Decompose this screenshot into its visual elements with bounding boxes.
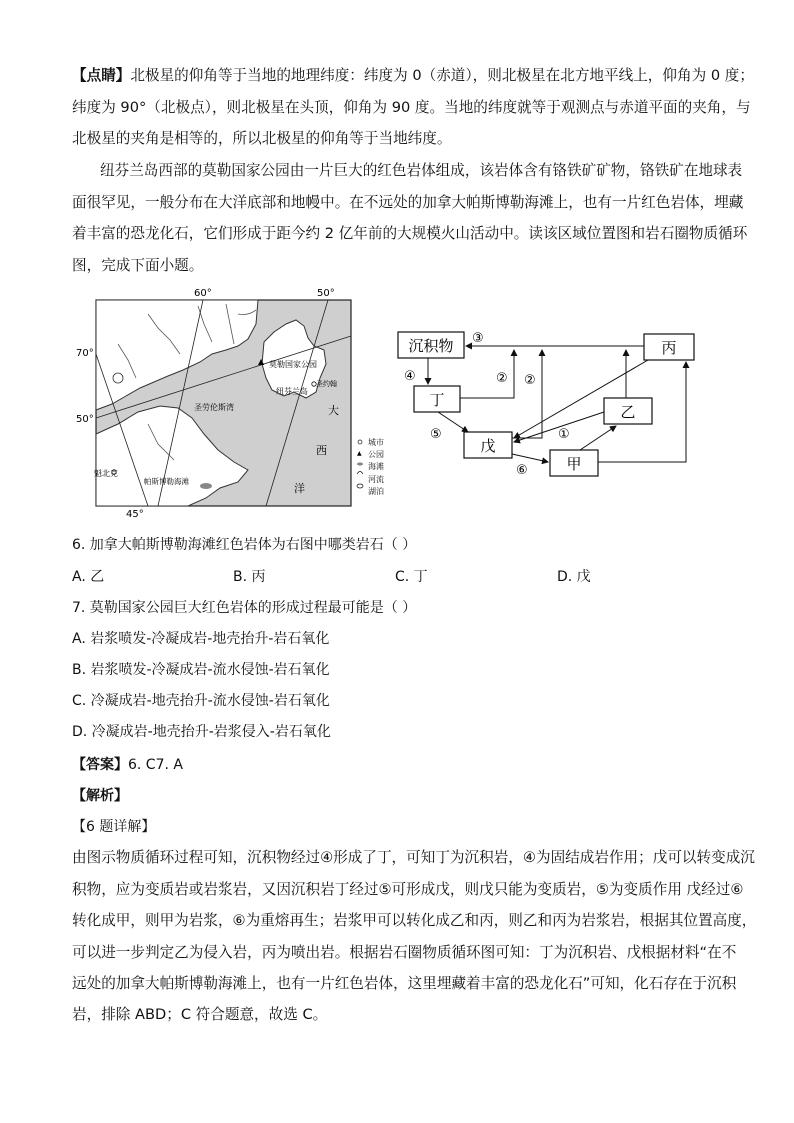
analysis-line-3: 转化成甲，则甲为岩浆，⑥为重熔再生；岩浆甲可以转化成乙和丙，则乙和丙为岩浆岩，根据其位置高度， (72, 912, 757, 929)
dianjing-tag: 【点睛】 (72, 67, 131, 84)
svg-text:沉积物: 沉积物 (408, 337, 454, 355)
legend-labels: 城市 公园 海滩 河流 湖泊 (368, 438, 384, 496)
q7-option-d: D. 冷凝成岩-地壳抬升-岩浆侵入-岩石氧化 (72, 724, 331, 740)
analysis-line-2: 积物，应为变质岩或岩浆岩，又因沉积岩丁经过⑤可形成戊，则戊只能为变质岩，⑤为变质作用 戊经过⑥ (72, 881, 744, 898)
svg-text:大: 大 (328, 404, 339, 417)
q7-option-b: B. 岩浆喷发-冷凝成岩-流水侵蚀-岩石氧化 (72, 662, 330, 678)
svg-text:70°: 70° (76, 348, 94, 359)
park-marker: ▲ (258, 357, 265, 366)
analysis-line-1: 由图示物质循环过程可知，沉积物经过④形成了丁，可知丁为沉积岩，④为固结成岩作用；戊可以转变成沉 (72, 849, 755, 866)
answer-line (72, 755, 183, 775)
svg-text:甲: 甲 (566, 455, 582, 473)
analysis-line-6: 岩，排除 ABD；C 符合题意，故选 C。 (72, 1006, 328, 1023)
park-label: 莫勒国家公园 (269, 360, 317, 369)
q7-option-a: A. 岩浆喷发-冷凝成岩-地壳抬升-岩石氧化 (72, 631, 330, 647)
svg-text:③: ③ (472, 331, 484, 346)
svg-text:45°: 45° (126, 509, 144, 520)
svg-text:⑤: ⑤ (430, 427, 442, 442)
intro-line-3: 北极星的夹角是相等的，所以北极星的仰角等于当地纬度。 (72, 130, 452, 147)
svg-text:②: ② (524, 373, 536, 388)
answer-text: 6. C7. A (128, 757, 183, 773)
svg-text:戊: 戊 (480, 437, 496, 455)
svg-text:乙: 乙 (620, 403, 636, 421)
q6-option-b: B. 丙 (233, 569, 266, 585)
q6-option-d: D. 戊 (557, 569, 591, 585)
gulf-label: 圣劳伦斯湾 (194, 403, 234, 412)
svg-text:西: 西 (316, 444, 327, 457)
svg-text:①: ① (558, 427, 570, 442)
svg-text:洋: 洋 (294, 482, 305, 495)
intro-line-2: 纬度为 90°（北极点），则北极星在头顶，仰角为 90 度。当地的纬度就等于观测点与赤道平面的夹角，与 (72, 99, 751, 116)
svg-text:50°: 50° (76, 414, 94, 425)
quebec-label: 魁北克 (94, 469, 118, 478)
passage-line-1: 纽芬兰岛西部的莫勒国家公园由一片巨大的红色岩体组成，该岩体含有铬铁矿矿物，铬铁矿在地球表 (100, 162, 743, 179)
intro-line-1: 【点睛】北极星的仰角等于当地的地理纬度：纬度为 0（赤道），则北极星在北方地平线上，仰角为 0 度； (72, 67, 754, 84)
analysis-line-5: 远处的加拿大帕斯博勒海滩上，也有一片红色岩体，这里埋藏着丰富的恐龙化石”可知，化石存在于沉积 (72, 975, 737, 992)
analysis-subheading: 【6 题详解】 (72, 819, 156, 835)
svg-text:⑥: ⑥ (516, 463, 528, 478)
q6-option-c: C. 丁 (395, 569, 428, 585)
svg-text:丙: 丙 (661, 339, 677, 357)
svg-text:50°: 50° (317, 288, 335, 299)
q6-stem: 6. 加拿大帕斯博勒海滩红色岩体为右图中哪类岩石（ ） (72, 537, 417, 553)
svg-text:丁: 丁 (429, 391, 445, 409)
analysis-tag: 【解析】 (72, 788, 128, 804)
rock-cycle-diagram (390, 320, 710, 490)
analysis-line-4: 可以进一步判定乙为侵入岩，丙为喷出岩。根据岩石圈物质循环图可知：丁为沉积岩、戊根据材料“在不 (72, 944, 737, 961)
passage-line-3: 着丰富的恐龙化石，它们形成于距今约 2 亿年前的大规模火山活动中。读该区域位置图和岩石圈物质循环 (72, 225, 748, 242)
island-label: 纽芬兰岛 (276, 387, 308, 396)
svg-text:▲: ▲ (357, 450, 362, 457)
q7-stem: 7. 莫勒国家公园巨大红色岩体的形成过程最可能是（ ） (72, 600, 417, 616)
answer-tag: 【答案】 (72, 757, 128, 773)
q6-option-a: A. 乙 (72, 569, 105, 585)
svg-text:②: ② (496, 371, 508, 386)
svg-text:60°: 60° (194, 288, 212, 299)
passage-line-4: 图，完成下面小题。 (72, 257, 204, 274)
region-map (76, 284, 368, 520)
beach-label: 帕斯博勒海滩 (144, 477, 189, 486)
svg-text:④: ④ (404, 369, 416, 384)
city-label: 圣约翰 (316, 380, 337, 388)
q7-option-c: C. 冷凝成岩-地壳抬升-流水侵蚀-岩石氧化 (72, 693, 330, 709)
passage-line-2: 面很罕见，一般分布在大洋底部和地幔中。在不远处的加拿大帕斯博勒海滩上，也有一片红色岩体，埋藏 (72, 194, 744, 211)
